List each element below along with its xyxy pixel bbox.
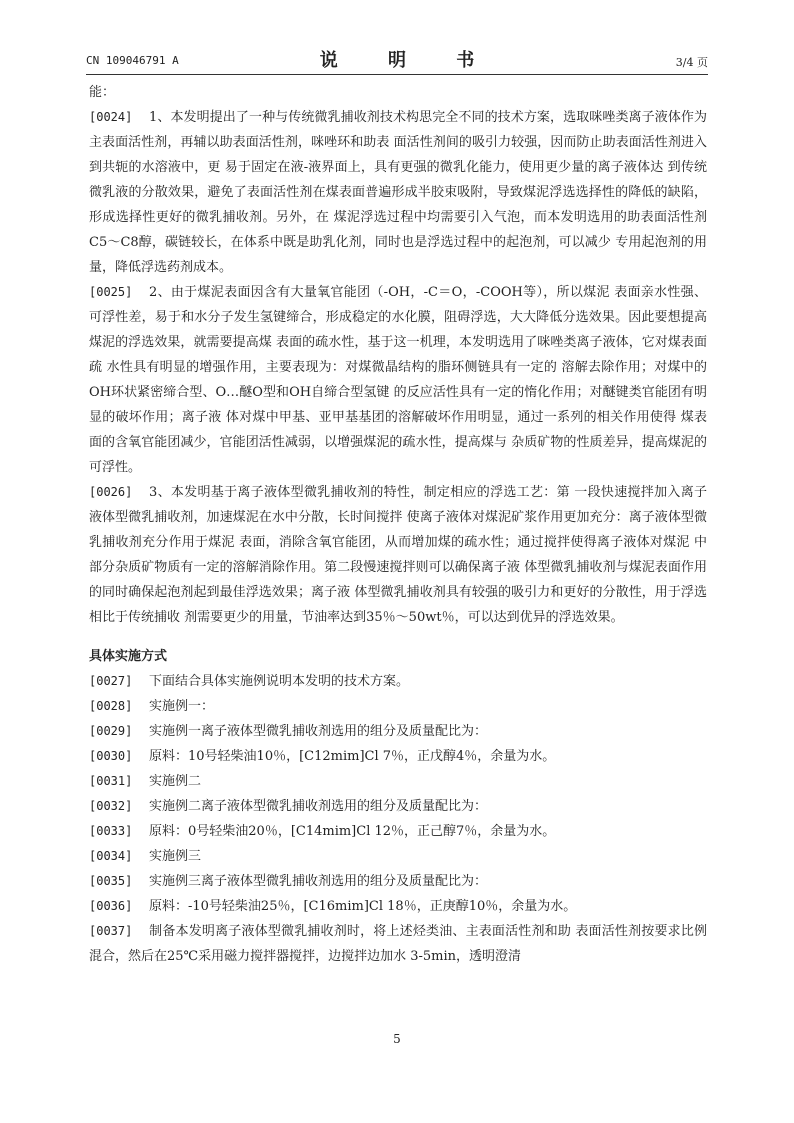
header-rule [86,74,708,75]
paragraph-number: [0036] [89,899,133,913]
paragraph-0024 [89,105,707,280]
paragraph-number: [0025] [89,285,133,299]
paragraph-text: 实施例二 [149,774,202,789]
paragraph-number: [0035] [89,874,133,888]
list-item [89,794,707,819]
page-number: 5 [393,1032,401,1046]
paragraph-0026 [89,480,707,630]
paragraph-text: 实施例三 [149,849,202,864]
paragraph-text: 原料：0号轻柴油20％，[C14mim]Cl 12％，正己醇7％，余量为水。 [149,824,556,839]
paragraph-text: 实施例一： [149,699,215,714]
paragraph-text: 原料：10号轻柴油10％，[C12mim]Cl 7％，正戊醇4％，余量为水。 [149,749,556,764]
paragraph-number: [0034] [89,849,133,863]
paragraph-text: 1、本发明提出了一种与传统微乳捕收剂技术构思完全不同的技术方案，选取咪唑类离子液体作为主表面活性剂，再辅以助表面活性剂，咪唑环和助表 面活性剂间的吸引力较强，因而防止助表面活性剂进入到共轭的水溶液中，更 易于固定在液-液界面上，具有更强的微乳化能力，使用更少量的离子液体达 到传统微乳液的分散效果，避免了表面活性剂在煤表面普遍形成半胶束吸附，导致煤泥浮选选择性的降低的缺陷，形成选择性更好的微乳捕收剂。另外，在 煤泥浮选过程中均需要引入气泡，而本发明选用的助表面活性剂C5～C8醇，碳链较长，在体系中既是助乳化剂，同时也是浮选过程中的起泡剂，可以减少 专用起泡剂的用量，降低浮选药剂成本。 [89,110,707,275]
list-item [89,719,707,744]
section-heading: 具体实施方式 [89,649,168,664]
paragraph-number: [0031] [89,774,133,788]
paragraph-text: 实施例三离子液体型微乳捕收剂选用的组分及质量配比为： [149,874,488,889]
page-header [86,50,708,76]
list-item [89,744,707,769]
publication-number: CN 109046791 A [86,54,179,67]
paragraph-text: 实施例一离子液体型微乳捕收剂选用的组分及质量配比为： [149,724,488,739]
page-indicator: 3/4 页 [675,56,708,69]
paragraph-text: 制备本发明离子液体型微乳捕收剂时，将上述烃类油、主表面活性剂和助 表面活性剂按要求比例混合，然后在25℃采用磁力搅拌器搅拌，边搅拌边加水 3-5min，透明澄清 [89,924,707,964]
paragraph-text: 2、由于煤泥表面因含有大量氧官能团（-OH，-C＝O，-COOH等），所以煤泥 表面亲水性强、可浮性差，易于和水分子发生氢键缔合，形成稳定的水化膜，阻碍浮选，大大降低分选效果。因此要想提高煤泥的浮选效果，就需要提高煤 表面的疏水性，基于这一机理，本发明选用了咪唑类离子液体，它对煤表面疏 水性具有明显的增强作用，主要表现为：对煤微晶结构的脂环侧链具有一定的 溶解去除作用；对煤中的OH环状紧密缔合型、O…醚O型和OH自缔合型氢键 的反应活性具有一定的惰化作用；对醚键类官能团有明显的破坏作用；离子液 体对煤中甲基、亚甲基基团的溶解破坏作用明显，通过一系列的相关作用使得 煤表面的含氧官能团减少，官能团活性减弱，以增强煤泥的疏水性，提高煤与 杂质矿物的性质差异，提高煤泥的可浮性。 [89,285,707,475]
paragraph-text: 实施例二离子液体型微乳捕收剂选用的组分及质量配比为： [149,799,488,814]
list-item [89,769,707,794]
paragraph-0037 [89,919,707,969]
section-gap [89,630,707,644]
paragraph-number: [0026] [89,485,133,499]
document-title: 说 明 书 [319,50,497,71]
paragraph-number: [0032] [89,799,133,813]
paragraph-number: [0028] [89,699,133,713]
list-item [89,894,707,919]
paragraph-text: 3、本发明基于离子液体型微乳捕收剂的特性，制定相应的浮选工艺：第 一段快速搅拌加入离子液体型微乳捕收剂，加速煤泥在水中分散，长时间搅拌 使离子液体对煤泥矿浆作用更加充分：离子液体型微乳捕收剂充分作用于煤泥 表面，消除含氧官能团，从而增加煤的疏水性；通过搅拌使得离子液体对煤泥 中部分杂质矿物质有一定的溶解消除作用。第二段慢速搅拌则可以确保离子液 体型微乳捕收剂与煤泥表面作用的同时确保起泡剂起到最佳浮选效果；离子液 体型微乳捕收剂具有较强的吸引力和更好的分散性，用于浮选相比于传统捕收 剂需要更少的用量，节油率达到35％～50wt％，可以达到优异的浮选效果。 [89,485,707,625]
list-item [89,669,707,694]
paragraph-number: [0027] [89,674,133,688]
paragraph-text: 下面结合具体实施例说明本发明的技术方案。 [149,674,410,689]
document-body [89,80,707,969]
paragraph-text: 原料：-10号轻柴油25％，[C16mim]Cl 18％，正庚醇10％，余量为水。 [149,899,577,914]
paragraph-0025 [89,280,707,480]
list-item [89,869,707,894]
paragraph-number: [0033] [89,824,133,838]
intro-line: 能： [89,85,116,100]
list-item [89,694,707,719]
list-item [89,819,707,844]
paragraph-number: [0029] [89,724,133,738]
paragraph-number: [0037] [89,924,133,938]
paragraph-number: [0030] [89,749,133,763]
paragraph-number: [0024] [89,110,133,124]
list-item [89,844,707,869]
